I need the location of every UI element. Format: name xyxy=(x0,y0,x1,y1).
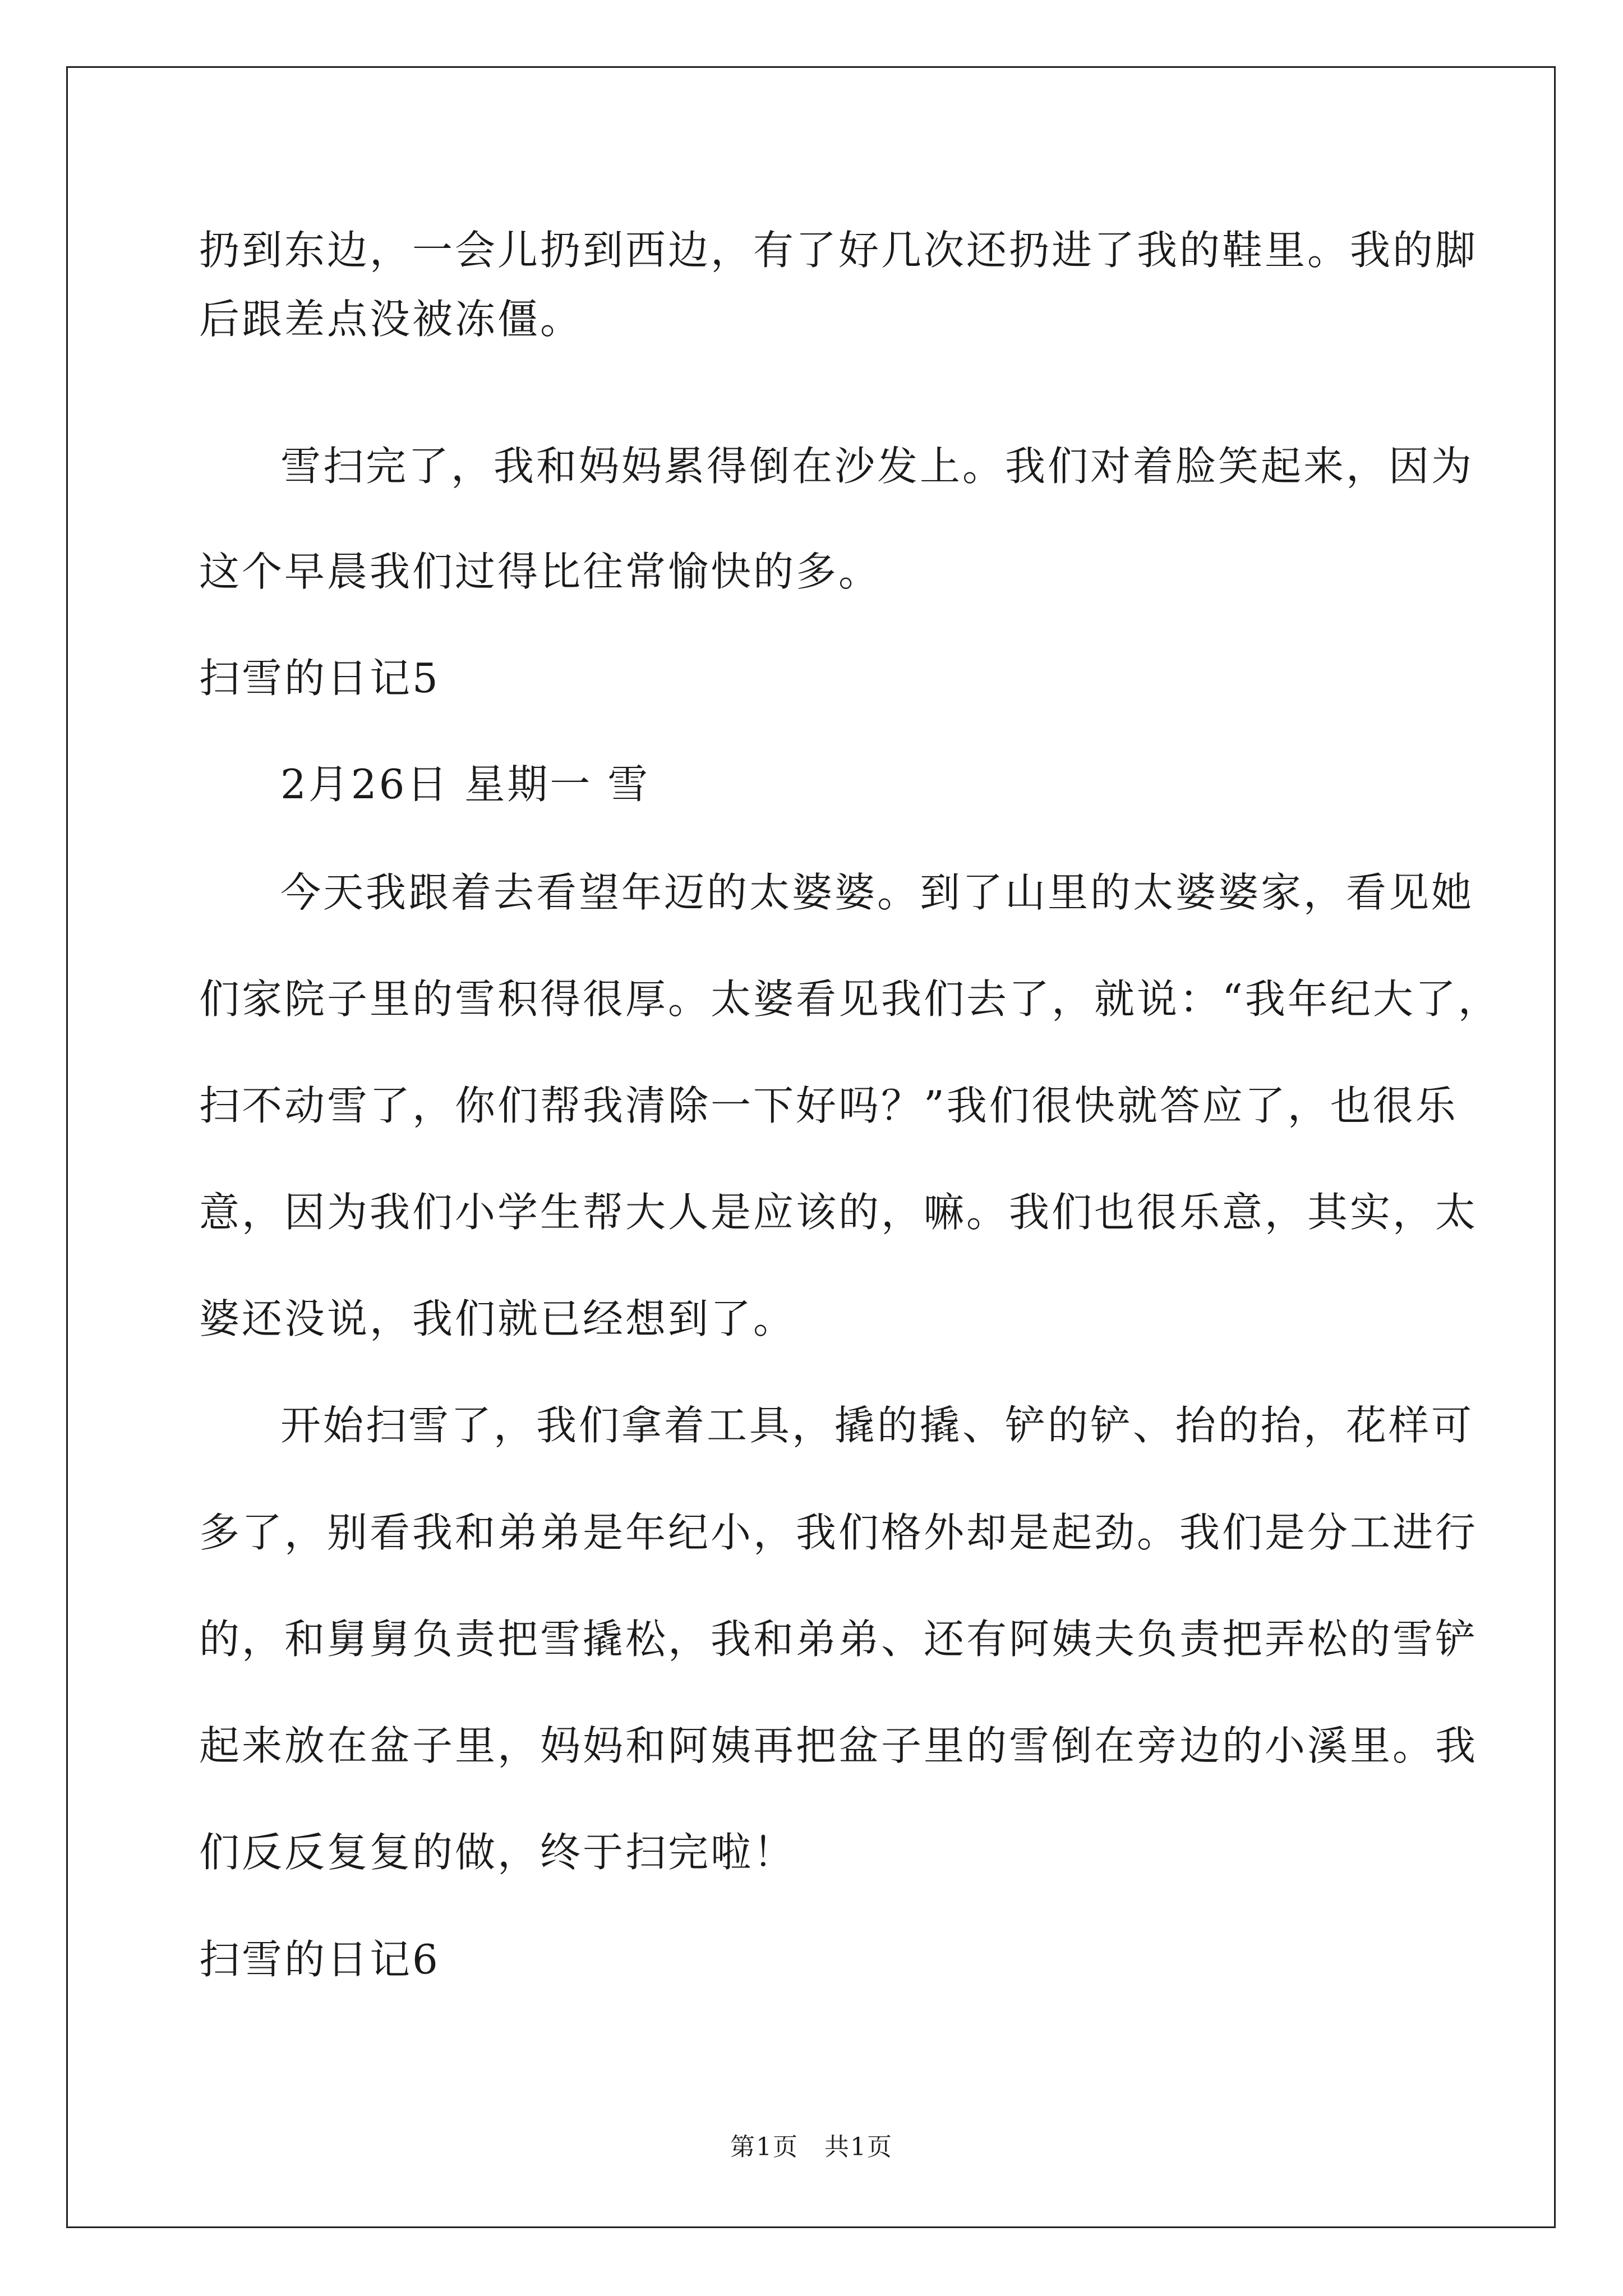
section-heading: 扫雪的日记5 xyxy=(199,655,440,702)
paragraph-line: 扫不动雪了，你们帮我清除一下好吗？”我们很快就答应了，也很乐 xyxy=(199,1082,1458,1129)
page-footer: 第1页 共1页 xyxy=(730,2133,893,2161)
paragraph-line: 扔到东边，一会儿扔到西边，有了好几次还扔进了我的鞋里。我的脚 xyxy=(199,227,1478,274)
paragraph-line: 婆还没说，我们就已经想到了。 xyxy=(199,1295,796,1342)
section-heading: 扫雪的日记6 xyxy=(199,1936,440,1983)
paragraph-line: 开始扫雪了，我们拿着工具，撬的撬、铲的铲、抬的抬，花样可 xyxy=(280,1402,1474,1449)
paragraph-line: 这个早晨我们过得比往常愉快的多。 xyxy=(199,548,882,595)
paragraph-line: 们反反复复的做，终于扫完啦！ xyxy=(199,1829,796,1876)
paragraph-line: 雪扫完了，我和妈妈累得倒在沙发上。我们对着脸笑起来，因为 xyxy=(280,443,1474,490)
page-border xyxy=(66,66,1556,2228)
paragraph-line: 今天我跟着去看望年迈的太婆婆。到了山里的太婆婆家，看见她 xyxy=(280,869,1474,916)
paragraph-line: 们家院子里的雪积得很厚。太婆看见我们去了，就说：“我年纪大了， xyxy=(199,976,1501,1023)
date-line: 2月26日 星期一 雪 xyxy=(280,761,651,808)
paragraph-line: 意，因为我们小学生帮大人是应该的，嘛。我们也很乐意，其实，太 xyxy=(199,1189,1478,1236)
paragraph-line: 的，和舅舅负责把雪撬松，我和弟弟、还有阿姨夫负责把弄松的雪铲 xyxy=(199,1616,1478,1663)
paragraph-line: 后跟差点没被冻僵。 xyxy=(199,296,583,343)
paragraph-line: 多了，别看我和弟弟是年纪小，我们格外却是起劲。我们是分工进行 xyxy=(199,1509,1478,1556)
paragraph-line: 起来放在盆子里，妈妈和阿姨再把盆子里的雪倒在旁边的小溪里。我 xyxy=(199,1722,1478,1769)
